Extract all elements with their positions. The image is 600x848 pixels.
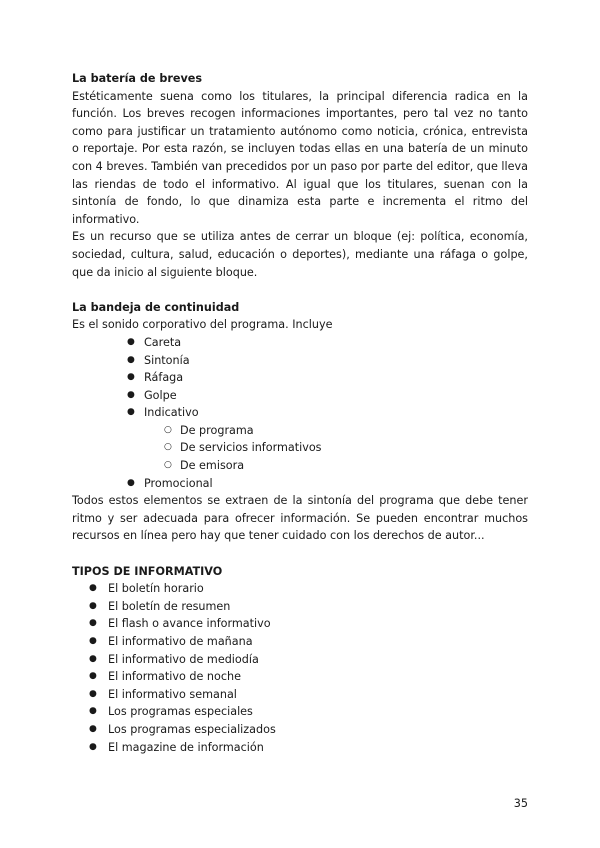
list-item: ● El informativo de mañana — [89, 633, 528, 651]
paragraph-breves-2: Es un recurso que se utiliza antes de cerrar un bloque (ej: política, economía, sociedad, cultura, salud, educación o deportes), mediante una ráfaga o golpe, que da inicio al siguiente bloque. — [72, 230, 528, 279]
list-item: ● El boletín de resumen — [89, 598, 528, 616]
sublist-item: ○ De programa — [164, 422, 528, 440]
list-item: ● Promocional — [127, 475, 528, 493]
list-item: ● Ráfaga — [127, 369, 528, 387]
section-heading-breves: La batería de breves — [72, 72, 203, 85]
list-item: ● El magazine de información — [89, 739, 528, 757]
list-item-indicativo — [127, 404, 528, 474]
list-item: ● Los programas especializados — [89, 721, 528, 739]
list-item: ● Golpe — [127, 387, 528, 405]
list-item: ● Careta — [127, 334, 528, 352]
paragraph-breves-1: Estéticamente suena como los titulares, la principal diferencia radica en la función. Los breves recogen informaciones importantes, pero tal vez no tanto como para justificar un tratamiento autónomo como noticia, crónica, entrevista o reportaje. Por esta razón, se incluyen todas ellas en una batería de un minuto con 4 breves. También van precedidos por un paso por parte del editor, que lleva las riendas de todo el informativo. Al igual que los titulares, suenan con la sintonía de fondo, lo que dinamiza esta parte e incrementa el ritmo del informativo. — [72, 89, 529, 226]
document-page — [72, 70, 528, 756]
list-item: ● El flash o avance informativo — [89, 615, 528, 633]
bandeja-list — [72, 334, 528, 492]
list-item: ● El informativo de noche — [89, 668, 528, 686]
section-heading-bandeja: La bandeja de continuidad — [72, 300, 240, 314]
spacer — [72, 545, 528, 563]
list-item: ● El informativo de mediodía — [89, 651, 528, 669]
list-item: ● El informativo semanal — [89, 686, 528, 704]
paragraph-bandeja-closing: Todos estos elementos se extraen de la sintonía del programa que debe tener ritmo y ser adecuada para ofrecer información. Se pueden encontrar muchos recursos en línea pero hay que tener cuidado con los derechos de autor... — [72, 494, 528, 543]
indicativo-sublist — [144, 422, 528, 475]
page-number: 35 — [513, 797, 528, 810]
list-item: ● Los programas especiales — [89, 703, 528, 721]
section-heading-tipos: TIPOS DE INFORMATIVO — [72, 564, 223, 578]
list-item: ● Sintonía — [127, 352, 528, 370]
sublist-item: ○ De servicios informativos — [164, 439, 528, 457]
tipos-list — [72, 580, 528, 756]
list-item-label: Indicativo — [144, 406, 199, 420]
spacer — [72, 281, 528, 299]
paragraph-bandeja-intro: Es el sonido corporativo del programa. Incluye — [72, 318, 333, 332]
sublist-item: ○ De emisora — [164, 457, 528, 475]
list-item: ● El boletín horario — [89, 580, 528, 598]
